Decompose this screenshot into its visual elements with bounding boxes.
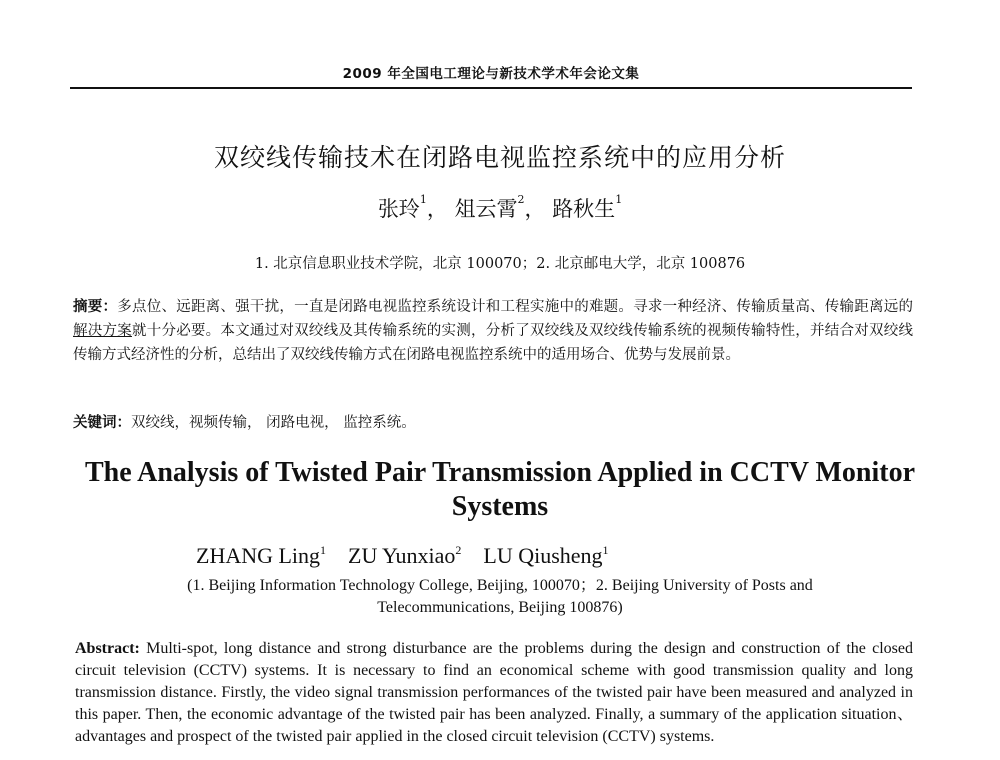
author-name: ZHANG Ling <box>196 543 321 568</box>
author-name: ZU Yunxiao <box>348 543 456 568</box>
abstract-text: 就十分必要。本文通过对双绞线及其传输系统的实测，分析了双绞线及双绞线传输系统的视频传输特性，并结合对双绞线传输方式经济性的分析，总结出了双绞线传输方式在闭路电视监控系统中的适用场合、优势与发展前景。 <box>73 323 913 363</box>
keywords-text: 双绞线，视频传输， 闭路电视， 监控系统。 <box>131 415 416 431</box>
author-separator: ， <box>426 197 448 221</box>
chinese-affiliation: 1. 北京信息职业技术学院，北京 100070；2. 北京邮电大学，北京 100876 <box>254 256 746 272</box>
abstract-underlined-term: 解决方案 <box>73 323 132 339</box>
author-sup: 1 <box>419 193 427 206</box>
author-name: LU Qiusheng <box>483 543 603 568</box>
english-title: The Analysis of Twisted Pair Transmission Applied in CCTV Monitor Systems <box>84 457 916 522</box>
abstract-label: 摘要： <box>73 299 118 315</box>
author-name: 张玲 <box>377 197 420 221</box>
abstract-text: Multi-spot, long distance and strong disturbance are the problems during the design and construction of the closed circuit television (CCTV) systems. It is necessary to find an economical scheme with good transmission quality and long transmission distance. Firstly, the video signal transmission performances of the twisted pair have been measured and analyzed in this paper. Then, the economic advantage of the twisted pair has been analyzed. Finally, a summary of the application situation、advantages and prospect of the twisted pair applied in the closed circuit television (CCTV) systems. <box>75 640 913 745</box>
abstract-label: Abstract: <box>75 640 140 657</box>
author-sup: 2 <box>517 193 525 206</box>
chinese-authors <box>0 193 1000 223</box>
chinese-keywords <box>73 411 913 432</box>
chinese-title: 双绞线传输技术在闭路电视监控系统中的应用分析 <box>213 143 786 172</box>
header-rule <box>70 87 912 89</box>
english-abstract <box>75 638 913 748</box>
english-affiliation <box>80 575 920 619</box>
author-sup: 1 <box>602 543 609 557</box>
abstract-text: 多点位、远距离、强干扰，一直是闭路电视监控系统设计和工程实施中的难题。寻求一种经济、传输质量高、传输距离远的 <box>117 299 914 315</box>
author-sup: 1 <box>615 193 623 206</box>
english-authors <box>196 543 609 569</box>
affiliation-line: (1. Beijing Information Technology College, Beijing, 100070；2. Beijing University of Posts and <box>187 577 813 594</box>
author-sup: 2 <box>455 543 462 557</box>
author-sup: 1 <box>320 543 327 557</box>
author-separator: ， <box>524 197 546 221</box>
author-name: 俎云霄 <box>454 197 518 221</box>
running-header: 2009 年全国电工理论与新技术学术年会论文集 <box>342 66 640 82</box>
author-name: 路秋生 <box>552 197 616 221</box>
affiliation-line: Telecommunications, Beijing 100876) <box>377 599 623 616</box>
chinese-abstract <box>73 295 913 367</box>
keywords-label: 关键词： <box>73 415 131 431</box>
